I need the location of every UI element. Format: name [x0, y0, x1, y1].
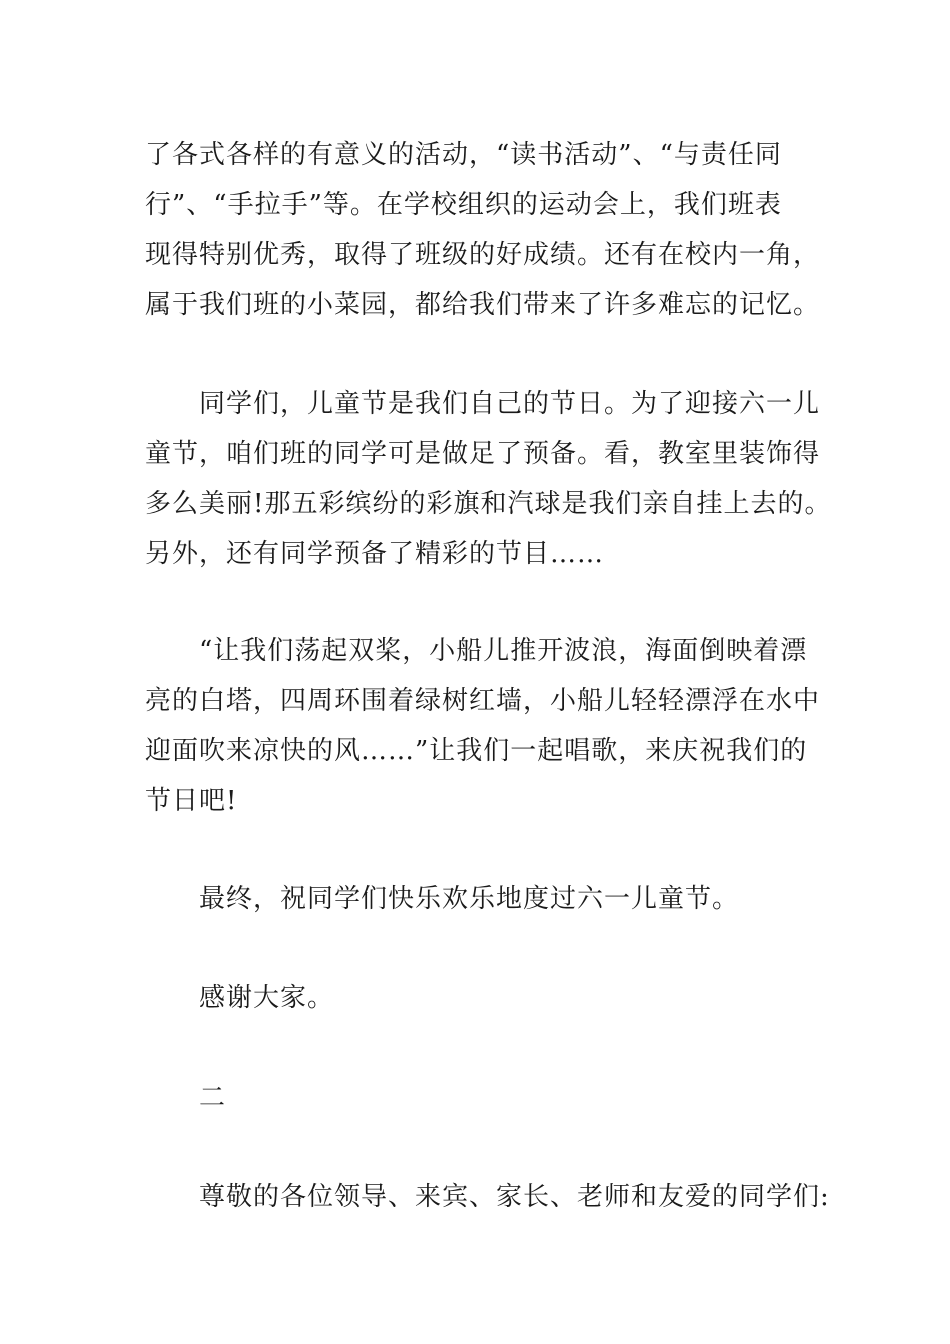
section-number [145, 1073, 807, 1123]
text-line: 亮的白塔，四周环围着绿树红墙，小船儿轻轻漂浮在水中 [145, 686, 821, 716]
text-line: 节日吧! [145, 786, 238, 816]
text-line: 迎面吹来凉快的风……”让我们一起唱歌，来庆祝我们的 [145, 736, 808, 766]
paragraph-childrens-day [145, 379, 832, 579]
text-line: 感谢大家。 [199, 983, 335, 1013]
text-line: 童节，咱们班的同学可是做足了预备。看，教室里装饰得 [145, 439, 821, 469]
paragraph-greeting [145, 1172, 830, 1222]
text-line: 现得特别优秀，取得了班级的好成绩。还有在校内一角， [145, 240, 821, 270]
text-line: 二 [199, 1083, 227, 1113]
text-line: “让我们荡起双桨，小船儿推开波浪，海面倒映着漂 [199, 636, 808, 666]
text-line: 多么美丽!那五彩缤纷的彩旗和汽球是我们亲自挂上去的。 [145, 489, 832, 519]
text-line: 最终，祝同学们快乐欢乐地度过六一儿童节。 [199, 884, 740, 914]
text-line: 尊敬的各位领导、来宾、家长、老师和友爱的同学们: [199, 1182, 830, 1212]
paragraph-thanks [145, 973, 807, 1023]
paragraph-activities [145, 130, 821, 330]
text-line: 了各式各样的有意义的活动，“读书活动”、“与责任同 [145, 140, 782, 170]
paragraph-song [145, 626, 821, 826]
text-line: 同学们，儿童节是我们自己的节日。为了迎接六一儿 [199, 389, 821, 419]
text-line: 行”、“手拉手”等。在学校组织的运动会上，我们班表 [145, 190, 782, 220]
text-line: 属于我们班的小菜园，都给我们带来了许多难忘的记忆。 [145, 290, 821, 320]
paragraph-wishes [145, 874, 807, 924]
text-line: 另外，还有同学预备了精彩的节目…… [145, 539, 605, 569]
